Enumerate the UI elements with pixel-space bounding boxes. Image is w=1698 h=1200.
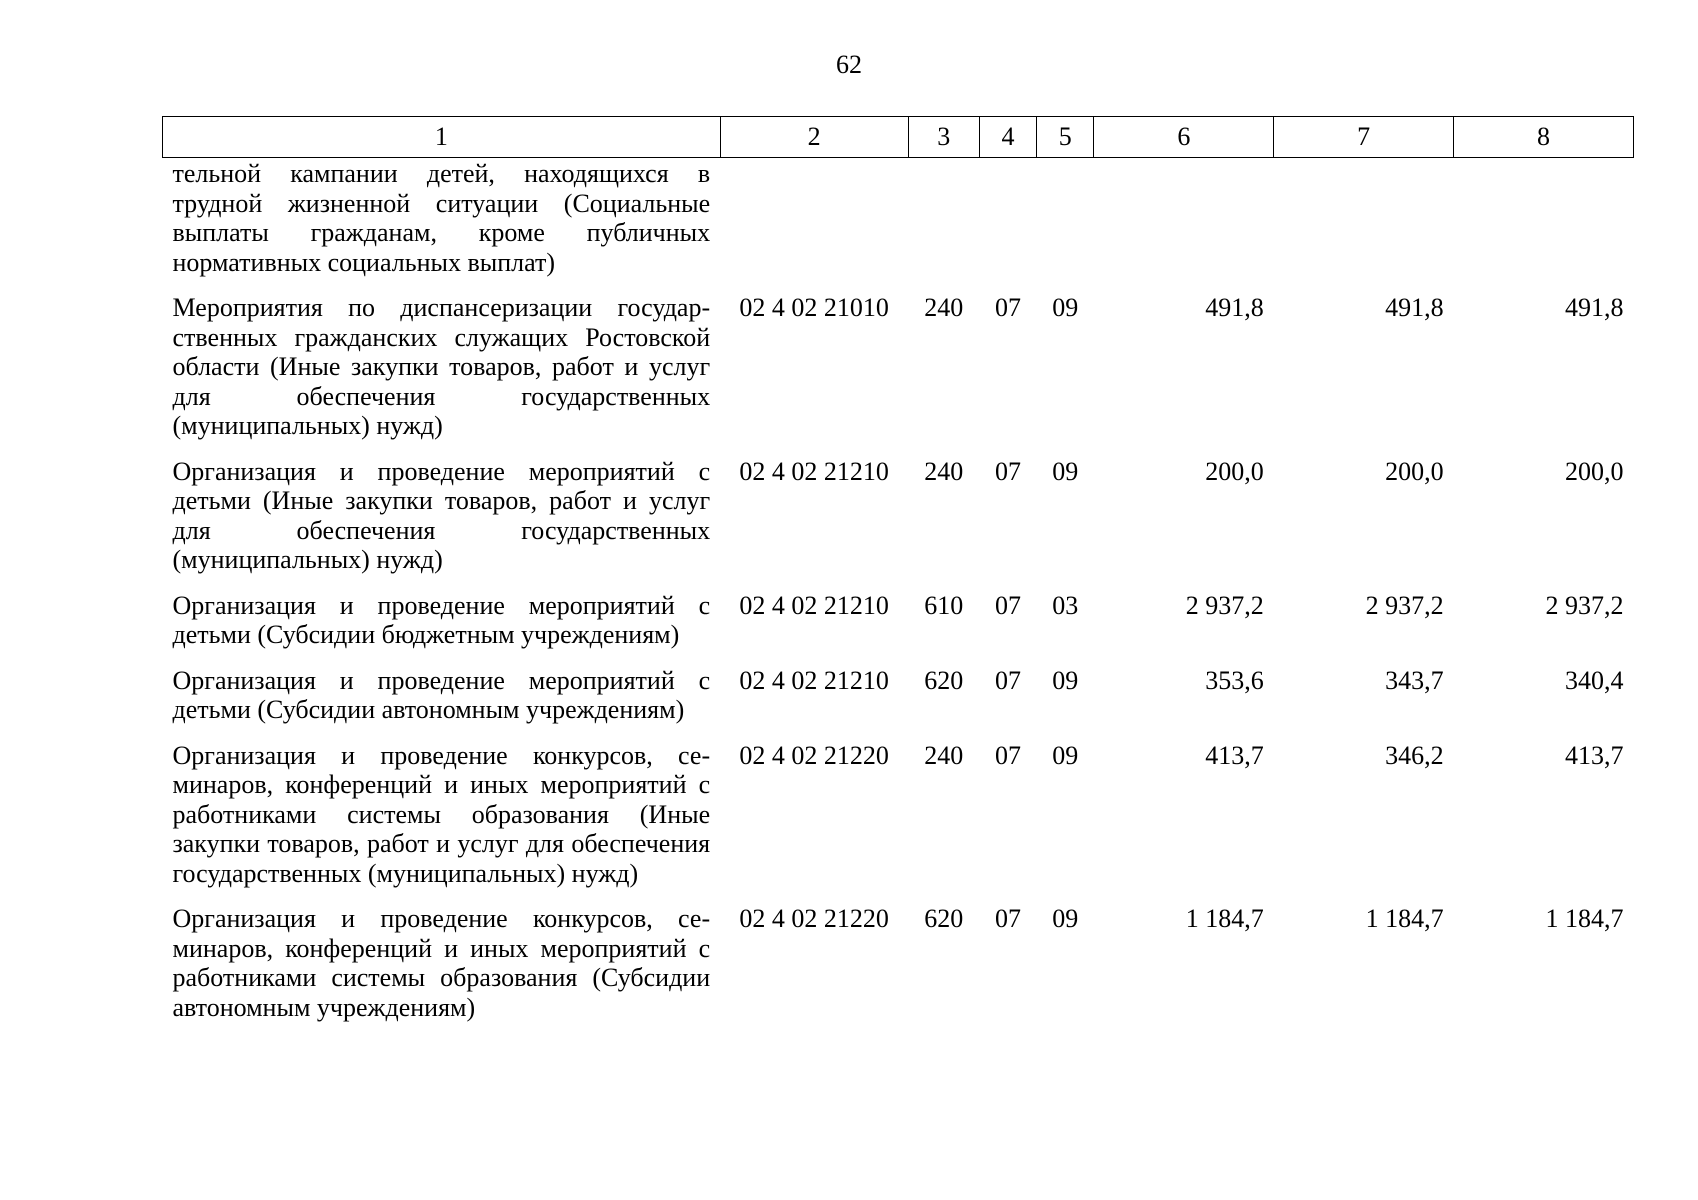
- header-col-8: 8: [1454, 117, 1634, 158]
- row-description: Организация и проведение конкурсов, семинаров, конференций и иных мероприятий с работниками системы образования (Субсидии автономным учреждениям): [172, 904, 711, 1022]
- header-col-1: 1: [163, 117, 721, 158]
- row-expense-type: 620: [924, 665, 964, 695]
- row-value-col8: 491,8: [1565, 293, 1624, 322]
- row-value-col8: [1454, 158, 1634, 288]
- row-section: 07: [994, 590, 1021, 620]
- row-expense-type: [908, 158, 979, 288]
- row-value-col7: 1 184,7: [1365, 904, 1444, 933]
- row-value-col6: 413,7: [1205, 740, 1264, 770]
- row-target-code: 02 4 02 21210: [739, 665, 889, 695]
- row-target-code: [720, 158, 908, 288]
- row-subsection: 09: [1052, 293, 1079, 322]
- row-section: 07: [994, 740, 1021, 770]
- header-col-4: 4: [979, 117, 1036, 158]
- table-row: [163, 287, 1634, 451]
- row-target-code: 02 4 02 21010: [739, 293, 889, 322]
- row-value-col6: 491,8: [1205, 293, 1264, 322]
- row-value-col6: 2 937,2: [1185, 590, 1264, 620]
- row-target-code: 02 4 02 21210: [739, 590, 889, 620]
- header-row: [163, 117, 1634, 158]
- row-section: [979, 158, 1036, 288]
- row-value-col6: 1 184,7: [1185, 904, 1264, 933]
- row-value-col7: 346,2: [1385, 740, 1444, 770]
- row-section: 07: [994, 665, 1021, 695]
- header-col-6: 6: [1094, 117, 1274, 158]
- budget-table: [162, 116, 1634, 1032]
- row-value-col8: 413,7: [1565, 740, 1624, 770]
- row-expense-type: 240: [924, 456, 964, 486]
- row-target-code: 02 4 02 21210: [739, 456, 889, 486]
- row-value-col6: 200,0: [1205, 456, 1264, 486]
- row-expense-type: 240: [924, 740, 964, 770]
- row-value-col7: 343,7: [1385, 665, 1444, 695]
- row-description: Организация и проведение мероприятий с детьми (Субсидии автономным учреждениям): [172, 665, 711, 724]
- table-row: [163, 158, 1634, 288]
- row-description: Организация и проведение конкурсов, семинаров, конференций и иных мероприятий с работниками системы образования (Иные закупки товаров, работ и услуг для обеспечения государственных (муниципальных) нужд): [172, 740, 711, 888]
- row-value-col8: 1 184,7: [1545, 904, 1624, 933]
- row-description: Организация и проведение мероприятий с детьми (Иные закупки товаров, работ и услуг для обеспечения государственных (муниципальных) нужд): [172, 456, 711, 574]
- row-section: 07: [994, 293, 1021, 322]
- row-description: Организация и проведение мероприятий с детьми (Субсидии бюджетным учреждениям): [172, 590, 711, 649]
- row-value-col7: [1274, 158, 1454, 288]
- row-subsection: 09: [1052, 904, 1079, 933]
- row-value-col8: 2 937,2: [1545, 590, 1624, 620]
- row-subsection: 09: [1052, 456, 1079, 486]
- row-subsection: [1037, 158, 1094, 288]
- header-col-2: 2: [720, 117, 908, 158]
- header-col-7: 7: [1274, 117, 1454, 158]
- row-value-col7: 491,8: [1385, 293, 1444, 322]
- row-target-code: 02 4 02 21220: [739, 904, 889, 933]
- row-value-col7: 200,0: [1385, 456, 1444, 486]
- table-row: [163, 898, 1634, 1032]
- row-section: 07: [994, 904, 1021, 933]
- row-expense-type: 620: [924, 904, 964, 933]
- page-number: 62: [836, 50, 862, 79]
- row-value-col8: 340,4: [1565, 665, 1624, 695]
- table-row: [163, 451, 1634, 585]
- table-row: [163, 660, 1634, 735]
- row-value-col6: 353,6: [1205, 665, 1264, 695]
- table-row: [163, 585, 1634, 660]
- row-expense-type: 240: [924, 293, 964, 322]
- row-section: 07: [994, 456, 1021, 486]
- row-value-col8: 200,0: [1565, 456, 1624, 486]
- header-col-5: 5: [1037, 117, 1094, 158]
- header-col-3: 3: [908, 117, 979, 158]
- row-subsection: 03: [1052, 590, 1079, 620]
- table-row: [163, 735, 1634, 899]
- row-value-col7: 2 937,2: [1365, 590, 1444, 620]
- row-description: Мероприятия по диспансеризации государственных гражданских служащих Ростовской области (Иные закупки товаров, работ и услуг для обеспечения государственных (муниципальных) нужд): [172, 293, 711, 440]
- row-expense-type: 610: [924, 590, 964, 620]
- row-target-code: 02 4 02 21220: [739, 740, 889, 770]
- row-subsection: 09: [1052, 665, 1079, 695]
- row-value-col6: [1094, 158, 1274, 288]
- row-subsection: 09: [1052, 740, 1079, 770]
- row-description: тельной кампании детей, находящихся в трудной жизненной ситуации (Социальные выплаты гражданам, кроме публичных нормативных социальных выплат): [172, 159, 711, 277]
